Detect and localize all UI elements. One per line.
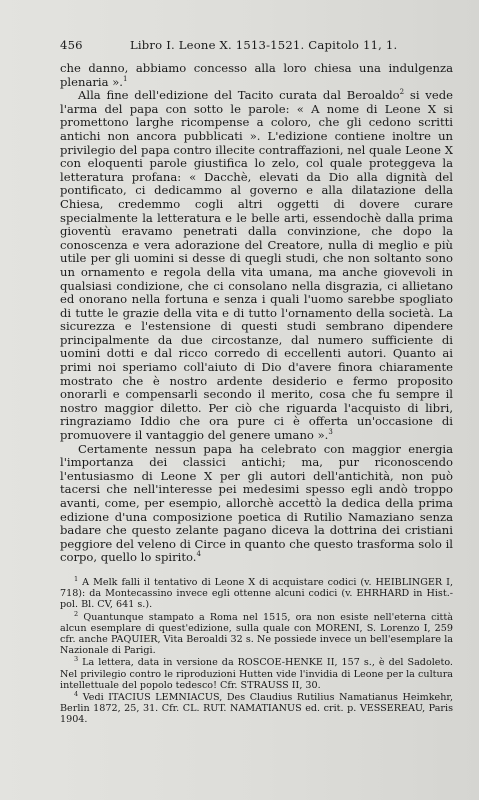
paragraph-text-cont: si vede l'arma del papa con sotto le parole: « A nome di Leone X si promettono larghe ricompense a coloro, che gli cedono scritti antichi non ancora pubblicati ». L'edizione contiene inoltre un privilegio del papa contro illecite contraffazioni, nel quale Leone X con eloquenti parole giustifica lo zelo, col quale proteggeva la letteratura profana: « Dacchè, elevati da Dio alla dignità del pontificato, ci dedicammo al governo e alla dilatazione della Chiesa, credemmo cogli altri oggetti di dovere curare specialmente la letteratura e le belle arti, essendochè dalla prima gioventù eravamo penetrati dalla convinzione, che dopo la conoscenza e vera adorazione del Creatore, nulla di meglio e più utile per gli uomini si desse di quegli studi, che non soltanto sono un ornamento e regola della vita umana, ma anche giovevoli in qualsiasi condizione, che ci consolano nella disgrazia, ci allietano ed onorano nella fortuna e senza i quali l'uomo sarebbe spogliato di tutte le grazie della vita e di tutto l'ornamento della società. La sicurezza e l'estensione di questi studi sembrano dipendere principalmente da due circostanze, dal numero sufficiente di uomini dotti e dal ricco corredo di eccellenti autori. Quanto ai primi noi speriamo coll'aiuto di Dio d'avere finora chiaramente mostrato che è nostro ardente desiderio e fermo proposito onorarli e compensarli secondo il merito, cosa che fu sempre il nostro maggior diletto. Per ciò che riguarda l'acquisto di libri, ringraziamo Iddio che ora pure ci è offerta un'occasione di promuovere il vantaggio del genere umano ».	[60, 88, 453, 443]
footnote-text: A Melk falli il tentativo di Leone X di acquistare codici (v. HEIBLINGER I, 718): da Montecassino invece egli ottenne alcuni codici (v. EHRHARD in Hist.-pol. Bl. CV, 641 s.).	[60, 576, 453, 611]
footnote	[60, 574, 453, 611]
footnote-ref: 2	[399, 88, 405, 97]
footnote	[60, 657, 453, 691]
paragraph-text: Alla fine dell'edizione del Tacito curata dal Beroaldo	[78, 88, 400, 103]
footnote-number: 3	[74, 655, 79, 664]
footnote-text: Vedi ITACIUS LEMNIACUS, Des Claudius Rutilius Namatianus Heimkehr, Berlin 1872, 25, 31. Cfr. CL. RUT. NAMATIANUS ed. crit. p. VESSEREAU, Paris 1904.	[60, 692, 453, 726]
paragraph-text: Certamente nessun papa ha celebrato con maggior energia l'importanza dei classici antichi; ma, pur riconoscendo l'entusiasmo di Leone X per gli autori dell'antichità, non può tacersi che nell'interesse pei medesimi spesso egli andò troppo avanti, come, per esempio, allorchè accettò la dedica della prima edizione d'una composizione poetica di Rutilio Namaziano senza badare che questo zelante pagano diceva la dottrina dei cristiani peggiore del veleno di Circe in quanto che questo trasforma solo il corpo, quello lo spirito.	[60, 441, 453, 565]
footnote-number: 4	[74, 689, 79, 698]
running-title: Libro I. Leone X. 1513-1521. Capitolo 11, 1.	[130, 38, 398, 52]
footnote-number: 1	[74, 574, 79, 583]
footnote-ref: 4	[196, 550, 201, 559]
footnote-number: 2	[74, 609, 79, 618]
footnotes	[60, 574, 465, 726]
page-number: 456	[60, 38, 83, 52]
paragraph	[60, 89, 453, 442]
paragraph	[60, 443, 453, 565]
footnote-text: Quantunque stampato a Roma nel 1515, ora non esiste nell'eterna città alcun esemplare di quest'edizione, sulla quale con MORENI, S. Lorenzo I, 259 cfr. anche PAQUIER, Vita Beroaldi 32 s. Ne possiede invece un bell'esemplare la Nazionale di Parigi.	[60, 611, 453, 657]
footnote	[60, 609, 453, 657]
footnote	[60, 689, 453, 726]
page-header	[60, 38, 465, 52]
footnote-ref: 3	[328, 428, 333, 437]
main-text	[60, 62, 465, 565]
paragraph	[60, 62, 453, 89]
paragraph-text: che danno, abbiamo concesso alla loro chiesa una indulgenza plenaria ».	[60, 61, 453, 89]
footnote-ref: 1	[123, 74, 128, 83]
footnote-text: La lettera, data in versione da ROSCOE-HENKE II, 157 s., è del Sadoleto. Nel privilegio contro le riproduzioni Hutten vide l'invidia di Leone per la cultura intellettuale del popolo tedesco! Cfr. STRAUSS II, 30.	[60, 657, 453, 691]
